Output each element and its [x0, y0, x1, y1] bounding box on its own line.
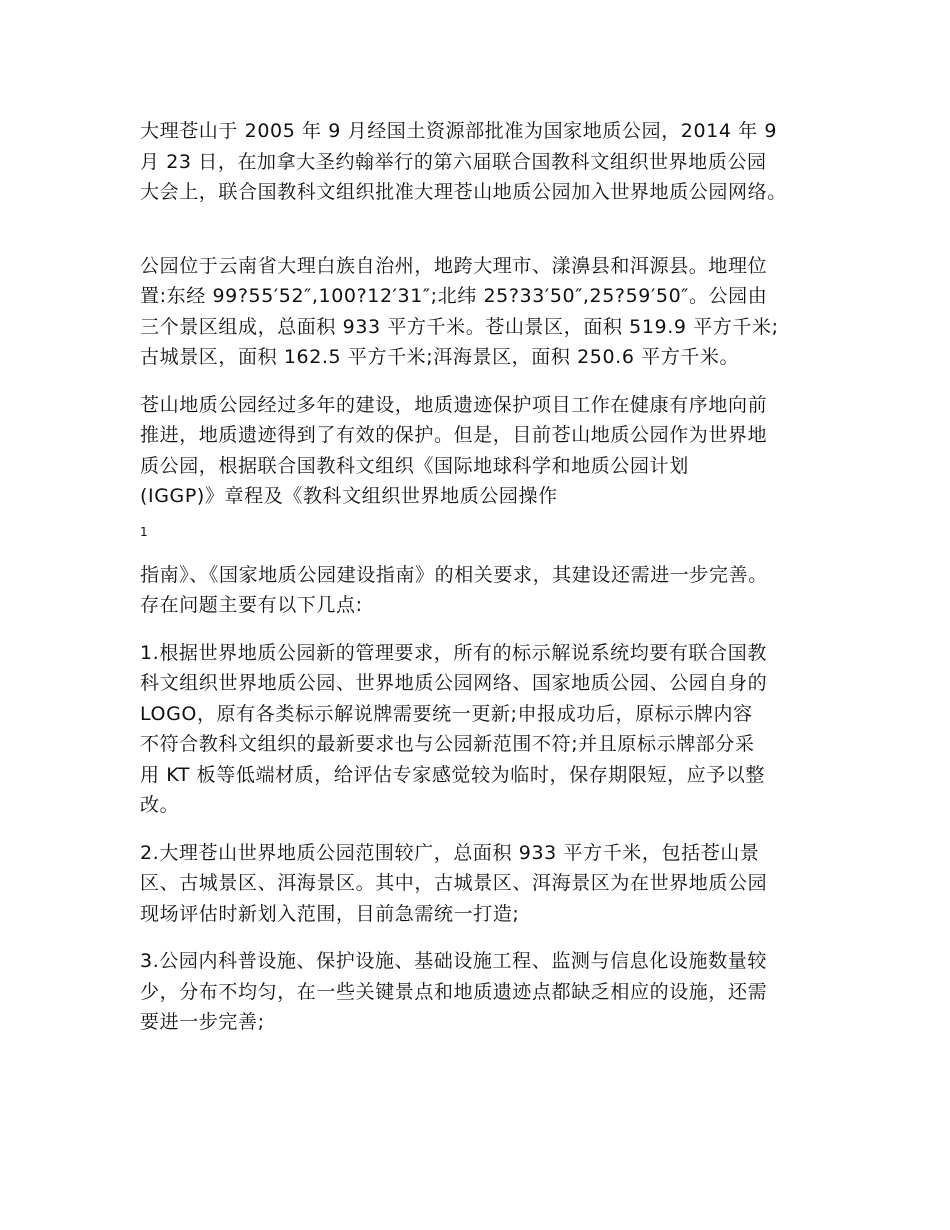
paragraph-spacer: [140, 373, 830, 390]
paragraph-issue-2: [140, 838, 830, 930]
text-line: LOGO，原有各类标示解说牌需要统一更新;申报成功后，原标示牌内容: [140, 702, 753, 725]
paragraph-location: [140, 251, 830, 373]
paragraph-issue-3: [140, 946, 830, 1038]
paragraph-spacer: [140, 929, 830, 946]
text-line: 质公园，根据联合国教科文组织《国际地球科学和地质公园计划: [140, 454, 689, 477]
paragraph-guidelines: [140, 560, 830, 621]
paragraph-geopark-approval: [140, 116, 830, 208]
document-page: [140, 116, 830, 1038]
text-line: 苍山地质公园经过多年的建设，地质遗迹保护项目工作在健康有序地向前: [140, 393, 768, 416]
text-line: (IGGP)》章程及《教科文组织世界地质公园操作: [140, 485, 558, 507]
paragraph-spacer: [140, 540, 830, 560]
text-line: 3.公园内科普设施、保护设施、基础设施工程、监测与信息化设施数量较: [140, 950, 767, 972]
paragraph-issue-1: [140, 638, 830, 821]
paragraph-spacer: [140, 621, 830, 638]
text-line: 1.根据世界地质公园新的管理要求，所有的标示解说系统均要有联合国教: [140, 641, 767, 664]
text-line: 少，分布不均匀，在一些关键景点和地质遗迹点都缺乏相应的设施，还需: [140, 980, 768, 1003]
text-line: 月 23 日，在加拿大圣约翰举行的第六届联合国教科文组织世界地质公园: [140, 150, 767, 173]
text-line: 三个景区组成，总面积 933 平方千米。苍山景区，面积 519.9 平方千米;: [140, 315, 779, 338]
text-line: 存在问题主要有以下几点:: [140, 594, 363, 616]
text-line: 现场评估时新划入范围，目前急需统一打造;: [140, 902, 520, 925]
text-line: 置:东经 99?55′52″,100?12′31″;北纬 25?33′50″,25?59′50″。公园由: [140, 285, 768, 307]
text-line: 区、古城景区、洱海景区。其中，古城景区、洱海景区为在世界地质公园: [140, 872, 768, 894]
page-number: 1: [140, 524, 149, 539]
paragraph-spacer: [140, 208, 830, 251]
text-line: 科文组织世界地质公园、世界地质公园网络、国家地质公园、公园自身的: [140, 672, 768, 694]
text-line: 2.大理苍山世界地质公园范围较广，总面积 933 平方千米，包括苍山景: [140, 841, 760, 864]
text-line: 指南》、《国家地质公园建设指南》的相关要求，其建设还需进一步完善。: [140, 563, 768, 586]
text-line: 不符合教科文组织的最新要求也与公园新范围不符;并且原标示牌部分采: [140, 733, 755, 755]
text-line: 要进一步完善;: [140, 1011, 265, 1033]
paragraph-spacer: [140, 821, 830, 838]
paragraph-construction: [140, 390, 830, 512]
text-line: 推进，地质遗迹得到了有效的保护。但是，目前苍山地质公园作为世界地: [140, 424, 768, 446]
text-line: 改。: [140, 794, 180, 816]
text-line: 公园位于云南省大理白族自治州，地跨大理市、漾濞县和洱源县。地理位: [140, 254, 768, 277]
text-line: 大理苍山于 2005 年 9 月经国土资源部批准为国家地质公园，2014 年 9: [140, 120, 778, 142]
text-line: 大会上，联合国教科文组织批准大理苍山地质公园加入世界地质公园网络。: [140, 181, 787, 203]
text-line: 古城景区，面积 162.5 平方千米;洱海景区，面积 250.6 平方千米。: [140, 346, 740, 368]
text-line: 用 KT 板等低端材质，给评估专家感觉较为临时，保存期限短，应予以整: [140, 763, 766, 786]
